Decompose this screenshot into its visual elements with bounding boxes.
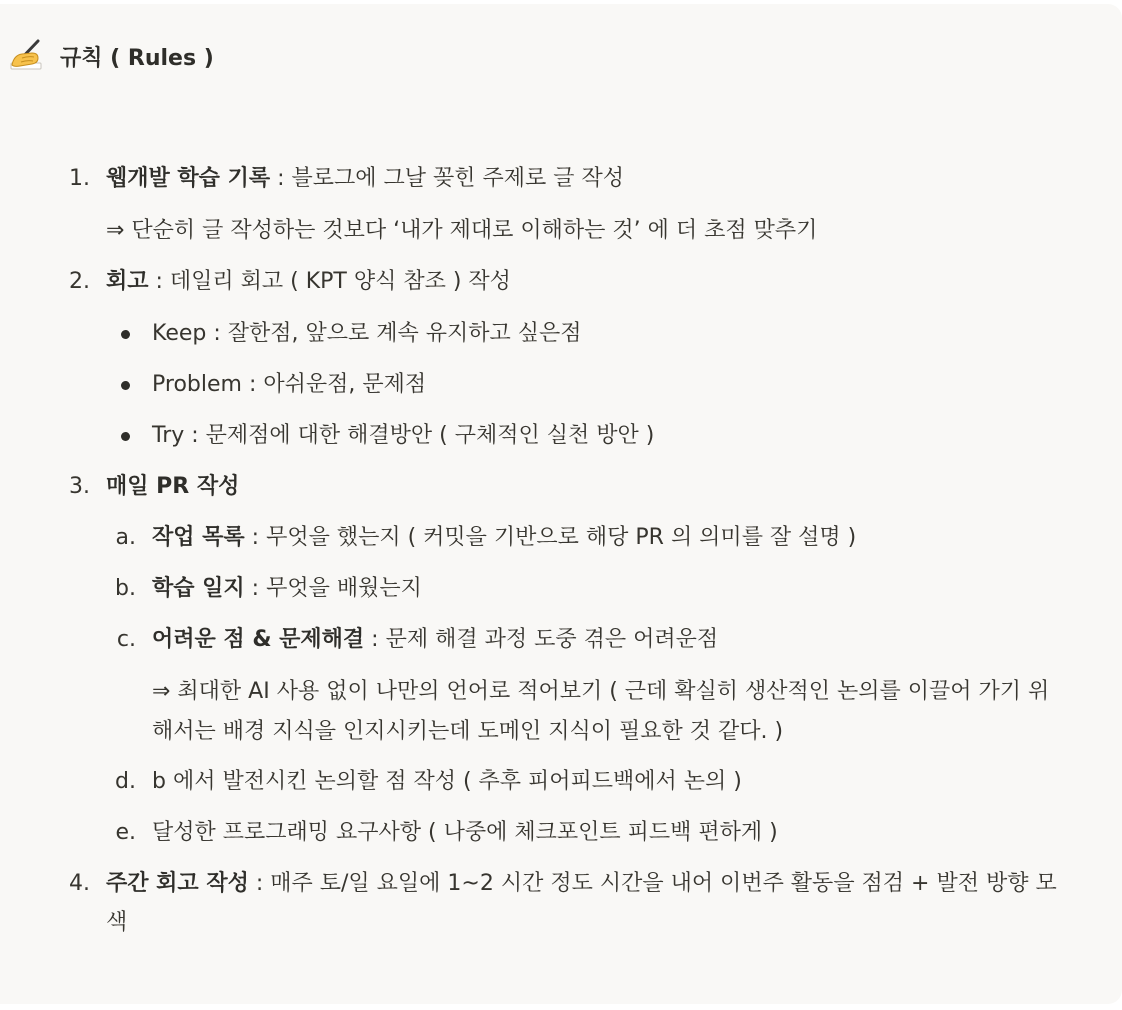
sub-item-content — [152, 625, 718, 655]
list-number: 4. — [69, 871, 90, 896]
item-heading: 웹개발 학습 기록 — [106, 166, 271, 191]
bullet-item-problem: Problem : 아쉬운점, 문제점 — [152, 372, 427, 397]
list-item-content — [106, 869, 1057, 899]
sub-heading: 작업 목록 — [152, 525, 245, 550]
sub-item-content — [152, 523, 856, 553]
bullet-item-keep: Keep : 잘한점, 앞으로 계속 유지하고 싶은점 — [152, 321, 582, 346]
list-number: 3. — [69, 474, 90, 499]
item-text: : 데일리 회고 ( KPT 양식 참조 ) 작성 — [148, 269, 511, 294]
rules-callout — [0, 4, 1122, 1004]
item-heading: 회고 — [106, 269, 149, 294]
sub-letter: b. — [115, 576, 136, 601]
sub-heading: 어려운 점 & 문제해결 — [152, 627, 365, 652]
bullet-dot — [121, 381, 130, 390]
item-heading: 매일 PR 작성 — [106, 474, 240, 499]
sub-item-note-line1: ⇒ 최대한 AI 사용 없이 나만의 언어로 적어보기 ( 근데 확실히 생산적인 논의를 이끌어 가기 위 — [152, 679, 1050, 704]
item-text: : 블로그에 그날 꽂힌 주제로 글 작성 — [270, 166, 624, 191]
list-number: 1. — [69, 166, 90, 191]
sub-item-content — [152, 574, 422, 604]
writing-hand-icon — [8, 37, 46, 75]
sub-letter: e. — [115, 820, 136, 845]
sub-text: 달성한 프로그래밍 요구사항 ( 나중에 체크포인트 피드백 편하게 ) — [152, 820, 778, 845]
item-note: ⇒ 단순히 글 작성하는 것보다 ‘내가 제대로 이해하는 것’ 에 더 초점 맞추기 — [106, 218, 818, 243]
item-text: : 매주 토/일 요일에 1~2 시간 정도 시간을 내어 이번주 활동을 점검 + 발전 방향 모 — [248, 871, 1057, 896]
item-text-continuation: 색 — [106, 910, 128, 935]
item-heading: 주간 회고 작성 — [106, 871, 249, 896]
list-item-content — [106, 267, 511, 297]
bullet-dot — [121, 330, 130, 339]
sub-text: : 무엇을 했는지 ( 커밋을 기반으로 해당 PR 의 의미를 잘 설명 ) — [244, 525, 857, 550]
sub-text: b 에서 발전시킨 논의할 점 작성 ( 추후 피어피드백에서 논의 ) — [152, 769, 742, 794]
callout-title-row — [8, 36, 214, 76]
sub-letter: d. — [115, 769, 136, 794]
sub-item-note-line2: 해서는 배경 지식을 인지시키는데 도메인 지식이 필요한 것 같다. ) — [152, 719, 784, 744]
bullet-item-try: Try : 문제점에 대한 해결방안 ( 구체적인 실천 방안 ) — [152, 423, 655, 448]
sub-text: : 문제 해결 과정 도중 겪은 어려운점 — [364, 627, 719, 652]
callout-title: 규칙 ( Rules ) — [60, 45, 214, 71]
sub-text: : 무엇을 배웠는지 — [244, 576, 422, 601]
sub-heading: 학습 일지 — [152, 576, 245, 601]
list-number: 2. — [69, 269, 90, 294]
sub-letter: a. — [115, 525, 136, 550]
bullet-dot — [121, 432, 130, 441]
list-item-content — [106, 164, 624, 194]
sub-letter: c. — [116, 627, 136, 652]
